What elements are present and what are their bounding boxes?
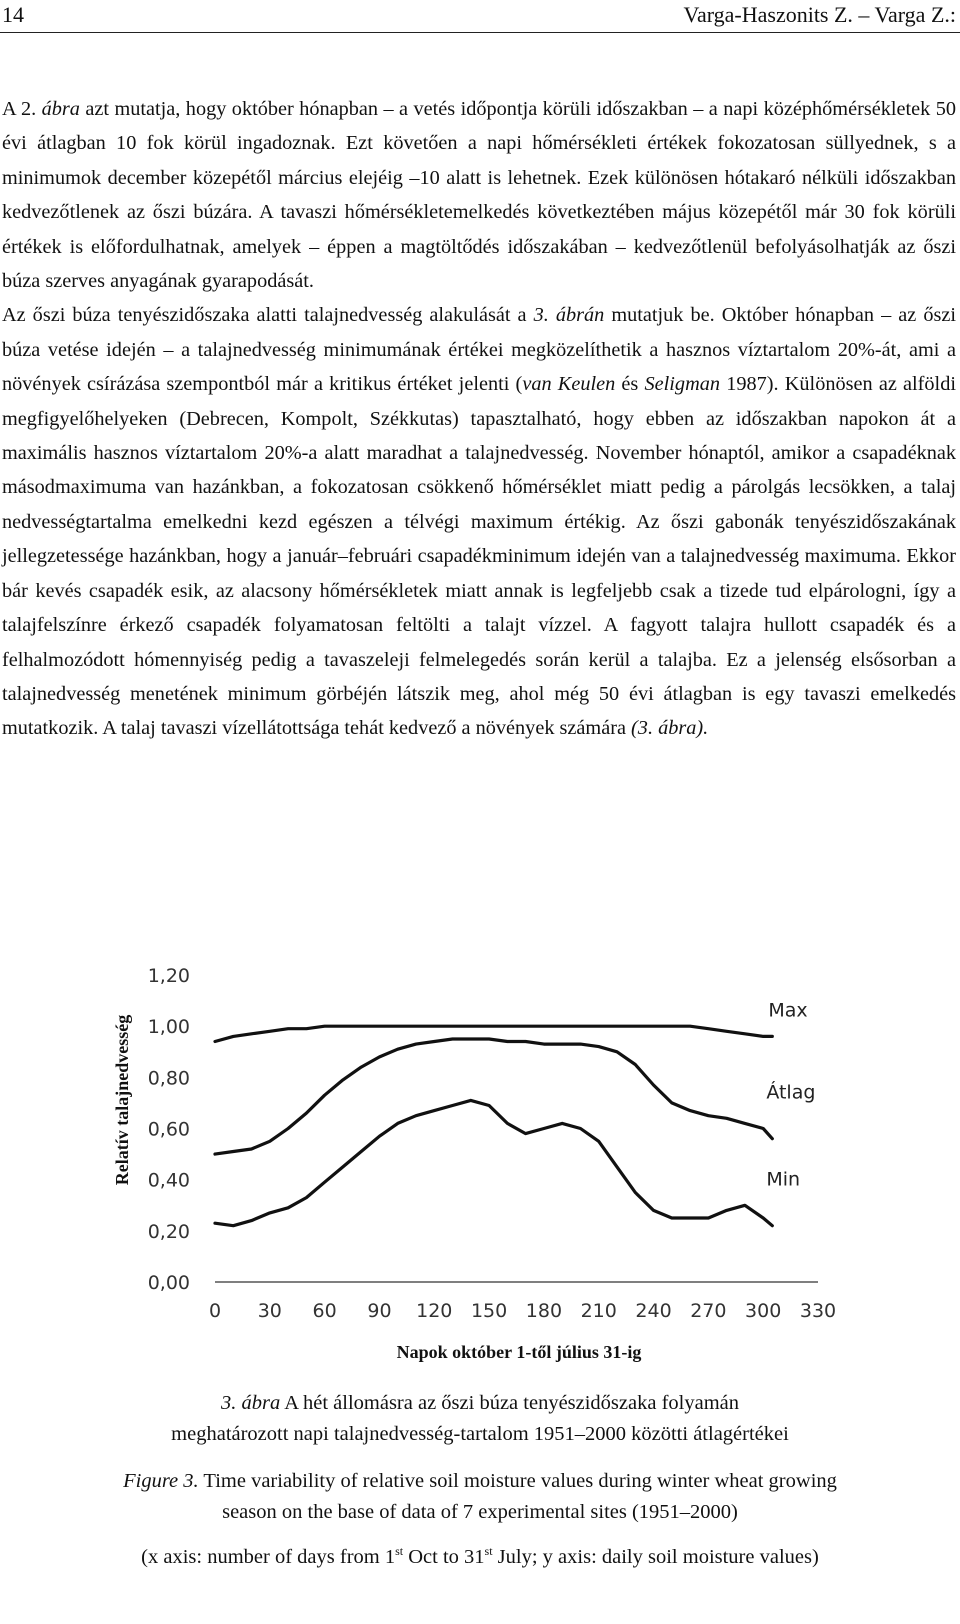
note-a: (x axis: number of days from 1 (141, 1545, 396, 1568)
x-tick-label: 210 (580, 1300, 617, 1322)
x-tick-label: 180 (525, 1300, 563, 1322)
p2-and: és (615, 373, 645, 396)
soil-moisture-chart (0, 960, 960, 1370)
caption-hu-label: 3. ábra (220, 1392, 281, 1414)
caption-en-text-1: Time variability of relative soil moisture values during winter wheat growing (198, 1470, 837, 1492)
page-header (0, 0, 960, 33)
series-line-1 (215, 1039, 772, 1154)
series-label-1: Átlag (766, 1081, 816, 1104)
caption-hu-line-1 (0, 1388, 960, 1419)
y-axis-label: Relatív talajnedvesség (112, 1014, 132, 1186)
series-label-2: Min (766, 1168, 801, 1191)
caption-english (0, 1466, 960, 1528)
caption-en-label: Figure 3. (123, 1470, 199, 1492)
x-tick-label: 150 (470, 1300, 508, 1322)
x-tick-label: 120 (416, 1300, 453, 1322)
x-axis-label: Napok október 1-től július 31-ig (396, 1342, 642, 1362)
paragraph-2 (2, 298, 956, 745)
x-tick-label: 330 (799, 1300, 837, 1322)
p1-text: azt mutatja, hogy október hónapban – a vetés időpontja körüli időszakban – a napi középhőmérsékletek 50 évi átlagban 10 fok körül ingadoznak. Ezt követően a napi hőmérsékleti értékek fokozatosan süllyednek, s a minimumok december közepétől március elejéig –10 alatt is lehetnek. Ezek különösen hótakaró nélküli időszakban kedvezőtlenek az őszi búzára. A tavaszi hőmérsékletemelkedés következtében május közepétől már 30 fok körüli értékek is előfordulhatnak, amelyek – éppen a magtöltődés időszakában – kedvezőtlenül befolyásolhatják az őszi búza szerves anyagának gyarapodását. (2, 98, 956, 293)
note-b: Oct to 31 (403, 1545, 485, 1568)
x-tick-label: 300 (745, 1300, 782, 1322)
x-tick-label: 30 (257, 1300, 282, 1322)
body-text (2, 92, 956, 746)
page-number: 14 (2, 2, 24, 27)
y-tick-label: 0,40 (147, 1169, 190, 1192)
p1-figure-ref: ábra (41, 98, 80, 120)
running-head: Varga-Haszonits Z. – Varga Z.: (683, 2, 956, 27)
y-tick-label: 0,00 (147, 1272, 190, 1294)
caption-hu-text-1: A hét állomásra az őszi búza tenyészidőszaka folyamán (280, 1392, 740, 1414)
x-tick-label: 270 (690, 1300, 727, 1322)
series-label-0: Max (768, 999, 808, 1022)
citation-author-1: van Keulen (522, 373, 616, 396)
p2-figure-ref: 3. ábrán (533, 304, 605, 327)
note-sup-1: st (395, 1544, 404, 1558)
p2-figure-ref-2: (3. ábra). (631, 717, 709, 740)
y-tick-label: 1,00 (147, 1016, 190, 1039)
y-tick-label: 0,20 (147, 1220, 190, 1243)
x-tick-label: 90 (367, 1300, 392, 1322)
caption-axis-note (0, 1536, 960, 1573)
p2-text-a: Az őszi búza tenyészidőszaka alatti talajnedvesség alakulását a (2, 304, 534, 327)
caption-hungarian (0, 1388, 960, 1450)
citation-author-2: Seligman (644, 373, 720, 396)
note-sup-2: st (484, 1544, 493, 1558)
caption-en-line-2: season on the base of data of 7 experimental sites (1951–2000) (222, 1501, 738, 1523)
caption-en-line-1 (0, 1466, 960, 1497)
paragraph-1 (2, 92, 956, 298)
y-tick-label: 0,80 (147, 1067, 190, 1090)
y-tick-label: 0,60 (147, 1118, 190, 1141)
y-tick-label: 1,20 (147, 965, 190, 987)
p2-text-b: mutatjuk be. Október hónapban – az őszi búza vetése idején – a talajnedvesség minimumának értékei megközelíthetik a hasznos víztartalom 20%-át, ami a növények csírázása szempontból már a kritikus értéket jelenti ( (2, 304, 956, 396)
x-tick-label: 0 (208, 1300, 222, 1322)
x-tick-label: 240 (635, 1300, 672, 1322)
p1-start: A 2. (2, 98, 42, 120)
note-c: July; y axis: daily soil moisture values) (492, 1545, 819, 1568)
caption-hu-line-2: meghatározott napi talajnedvesség-tartalom 1951–2000 közötti átlagértékei (171, 1423, 789, 1445)
x-tick-label: 60 (312, 1300, 337, 1322)
p2-text-c: 1987). Különösen az alföldi megfigyelőhelyeken (Debrecen, Kompolt, Székkutas) tapasztalható, hogy ebben az időszakban napokon át a maximális hasznos víztartalom 20%-a alatt maradhat a talajnedvesség. November hónaptól, amikor a csapadéknak másodmaximuma van hazánkban, a fokozatosan csökkenő hőmérséklet miatt pedig a párolgás lecsökken, a talaj nedvességtartalma emelkedni kezd egészen a télvégi maximum értékig. Az őszi gabonák tenyészidőszakának jellegzetessége hazánkban, hogy a január–februári csapadékminimum idején van a talajnedvesség maximuma. Ekkor bár kevés csapadék esik, az alacsony hőmérsékletek miatt annak is legfeljebb csak a tizede tud elpárologni, így a talajfelszínre érkező csapadék folyamatosan feltölti a talajt vízzel. A fagyott talajra hullott csapadék és a felhalmozódott hómennyiség pedig a tavaszeleji felmelegedés során kerül a talajba. Ez a jelenség elsősorban a talajnedvesség menetének minimum görbéjén látszik meg, ahol még 50 évi átlagban is egy tavaszi emelkedés mutatkozik. A talaj tavaszi vízellátottsága tehát kedvező a növények számára (2, 373, 956, 740)
